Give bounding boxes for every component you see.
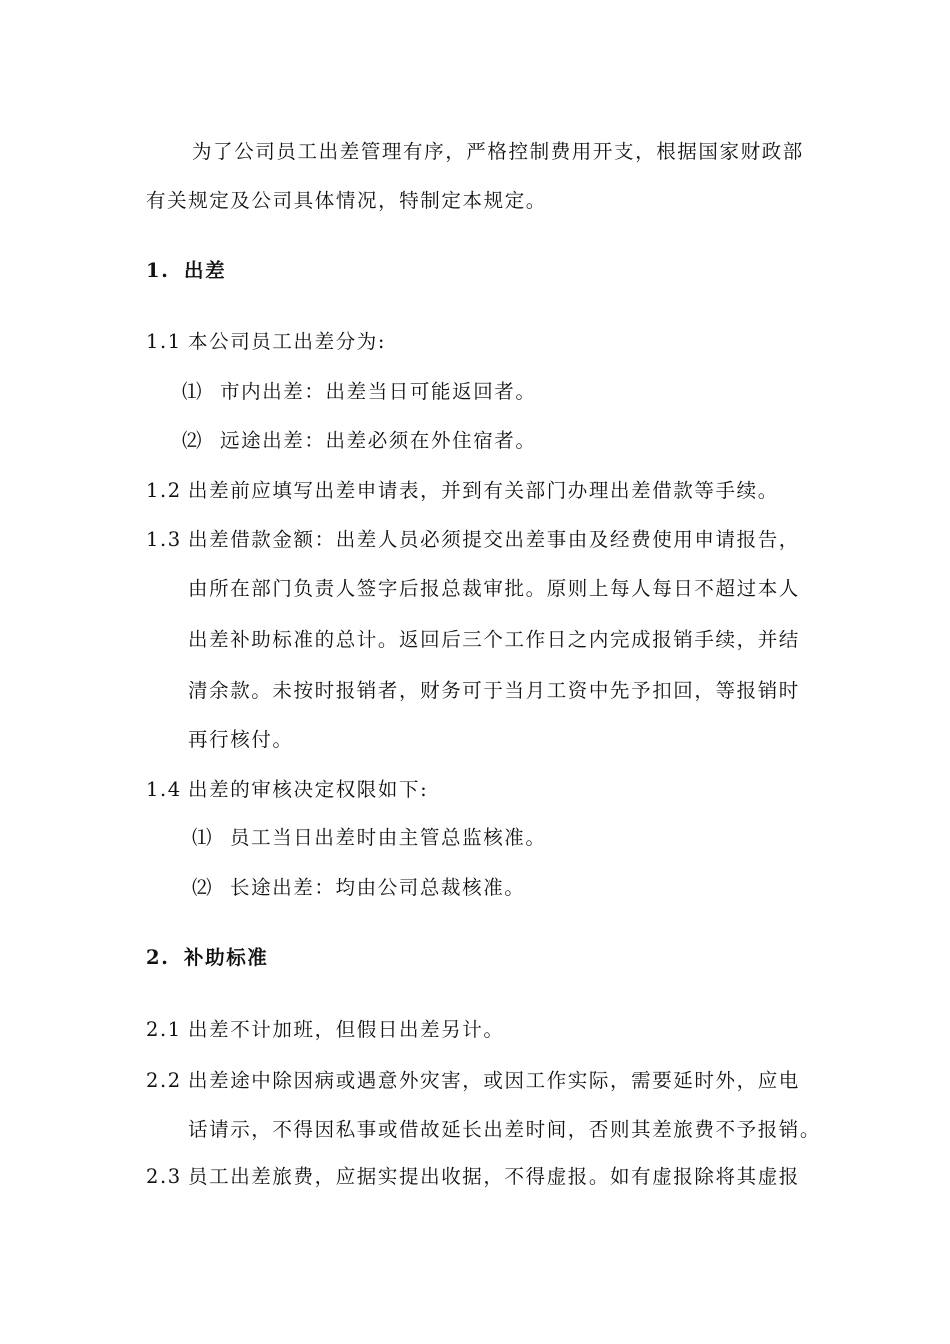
item-text: 员工当日出差时由主管总监核准。 <box>230 826 547 849</box>
section-title: 补助标准 <box>184 946 269 969</box>
list-item <box>182 380 537 404</box>
section-heading-1 <box>146 259 226 283</box>
item-number: ⑴ <box>182 380 204 403</box>
clause-number: 1.4 <box>146 778 182 801</box>
item-number: ⑵ <box>182 429 204 452</box>
clause-2-3 <box>146 1165 800 1189</box>
section-title: 出差 <box>184 259 227 282</box>
clause-number: 1.2 <box>146 479 182 502</box>
clause-1-4 <box>146 778 428 802</box>
clause-1-2 <box>146 479 779 503</box>
section-number: 1. <box>146 259 170 282</box>
item-text: 长途出差：均由公司总裁核准。 <box>230 876 526 899</box>
clause-continuation: 由所在部门负责人签字后报总裁审批。原则上每人每日不超过本人 <box>188 577 800 600</box>
intro-line-2: 有关规定及公司具体情况，特制定本规定。 <box>146 189 547 212</box>
clause-continuation: 清余款。未按时报销者，财务可于当月工资中先予扣回，等报销时 <box>188 679 800 702</box>
clause-1-1 <box>146 330 386 354</box>
clause-text: 员工出差旅费，应据实提出收据，不得虚报。如有虚报除将其虚报 <box>188 1165 800 1188</box>
clause-text: 出差途中除因病或遇意外灾害，或因工作实际，需要延时外，应电 <box>188 1069 800 1092</box>
list-item <box>182 429 537 453</box>
clause-text: 本公司员工出差分为: <box>188 330 387 353</box>
section-number: 2. <box>146 946 170 969</box>
list-item <box>192 826 547 850</box>
item-number: ⑴ <box>192 826 214 849</box>
clause-number: 2.2 <box>146 1069 182 1092</box>
clause-continuation: 再行核付。 <box>188 728 294 751</box>
item-text: 市内出差：出差当日可能返回者。 <box>220 380 537 403</box>
clause-number: 1.3 <box>146 528 182 551</box>
list-item <box>192 876 525 900</box>
clause-number: 2.1 <box>146 1018 182 1041</box>
clause-2-1 <box>146 1018 505 1042</box>
clause-2-2 <box>146 1069 800 1093</box>
item-number: ⑵ <box>192 876 214 899</box>
section-heading-2 <box>146 946 268 970</box>
intro-line-1: 为了公司员工出差管理有序，严格控制费用开支，根据国家财政部 <box>192 140 804 163</box>
clause-text: 出差前应填写出差申请表，并到有关部门办理出差借款等手续。 <box>188 479 779 502</box>
clause-continuation: 出差补助标准的总计。返回后三个工作日之内完成报销手续，并结 <box>188 628 800 651</box>
clause-number: 1.1 <box>146 330 182 353</box>
clause-continuation: 话请示，不得因私事或借故延长出差时间，否则其差旅费不予报销。 <box>188 1118 822 1141</box>
clause-text: 出差借款金额：出差人员必须提交出差事由及经费使用申请报告， <box>188 528 800 551</box>
clause-text: 出差的审核决定权限如下: <box>188 778 429 801</box>
clause-number: 2.3 <box>146 1165 182 1188</box>
item-text: 远途出差：出差必须在外住宿者。 <box>220 429 537 452</box>
clause-1-3 <box>146 528 800 552</box>
clause-text: 出差不计加班，但假日出差另计。 <box>188 1018 505 1041</box>
